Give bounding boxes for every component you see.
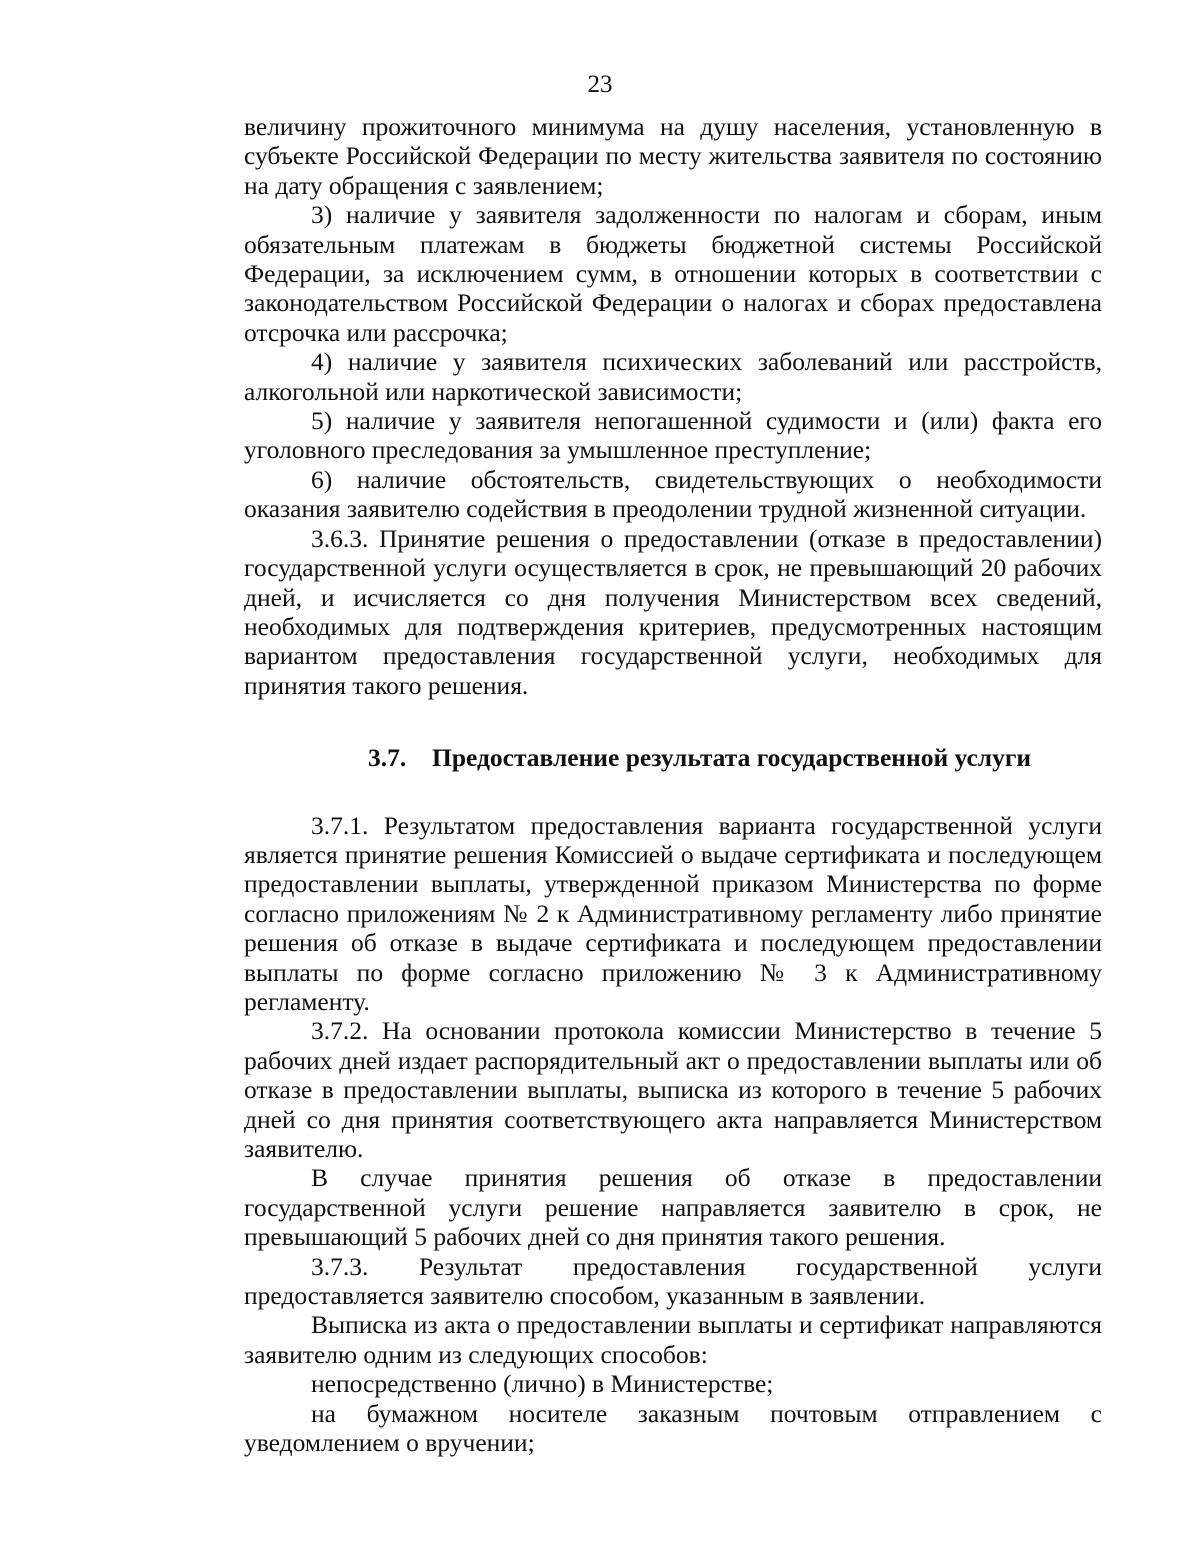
section-number: 3.7. bbox=[368, 743, 407, 773]
paragraph: 3.6.3. Принятие решения о предоставлении (отказе в предоставлении) государственной услуги осуществляется в срок, не превышающий 20 рабочих дней, и исчисляется со дня получения Министерством всех сведений, необходимых для подтверждения критериев, предусмотренных настоящим вариантом предоставления государственной услуги, необходимых для принятия такого решения. bbox=[244, 523, 1102, 700]
section-heading bbox=[244, 743, 1102, 772]
list-item: 5) наличие у заявителя непогашенной судимости и (или) факта его уголовного преследования за умышленное преступление; bbox=[244, 406, 1102, 465]
paragraph: В случае принятия решения об отказе в предоставлении государственной услуги решение направляется заявителю в срок, не превышающий 5 рабочих дней со дня принятия такого решения. bbox=[244, 1163, 1102, 1252]
document-body bbox=[244, 112, 1102, 1457]
paragraph: Выписка из акта о предоставлении выплаты и сертификат направляются заявителю одним из следующих способов: bbox=[244, 1310, 1102, 1369]
paragraph: 3.7.2. На основании протокола комиссии Министерство в течение 5 рабочих дней издает распорядительный акт о предоставлении выплаты или об отказе в предоставлении выплаты, выписка из которого в течение 5 рабочих дней со дня принятия соответствующего акта направляется Министерством заявителю. bbox=[244, 1016, 1102, 1163]
page-number: 23 bbox=[587, 71, 613, 98]
paragraph: величину прожиточного минимума на душу населения, установленную в субъекте Российской Федерации по месту жительства заявителя по состоянию на дату обращения с заявлением; bbox=[244, 112, 1102, 200]
list-item: 4) наличие у заявителя психических заболеваний или расстройств, алкогольной или наркотической зависимости; bbox=[244, 347, 1102, 406]
list-item: на бумажном носителе заказным почтовым отправлением с уведомлением о вручении; bbox=[244, 1398, 1102, 1458]
list-item: непосредственно (лично) в Министерстве; bbox=[311, 1369, 774, 1399]
list-item: 3) наличие у заявителя задолженности по налогам и сборам, иным обязательным платежам в бюджеты бюджетной системы Российской Федерации, за исключением сумм, в отношении которых в соответствии с законодательством Российской Федерации о налогах и сборах предоставлена отсрочка или рассрочка; bbox=[244, 200, 1102, 347]
paragraph: 3.7.1. Результатом предоставления варианта государственной услуги является принятие решения Комиссией о выдаче сертификата и последующем предоставлении выплаты, утвержденной приказом Министерства по форме согласно приложениям № 2 к Административному регламенту либо принятие решения об отказе в выдаче сертификата и последующем предоставлении выплаты по форме согласно приложению № 3 к Административному регламенту. bbox=[244, 810, 1102, 1016]
section-title: Предоставление результата государственной услуги bbox=[432, 743, 1032, 773]
paragraph: 3.7.3. Результат предоставления государственной услуги предоставляется заявителю способом, указанным в заявлении. bbox=[244, 1251, 1102, 1311]
list-item: 6) наличие обстоятельств, свидетельствующих о необходимости оказания заявителю содействия в преодолении трудной жизненной ситуации. bbox=[244, 464, 1102, 524]
